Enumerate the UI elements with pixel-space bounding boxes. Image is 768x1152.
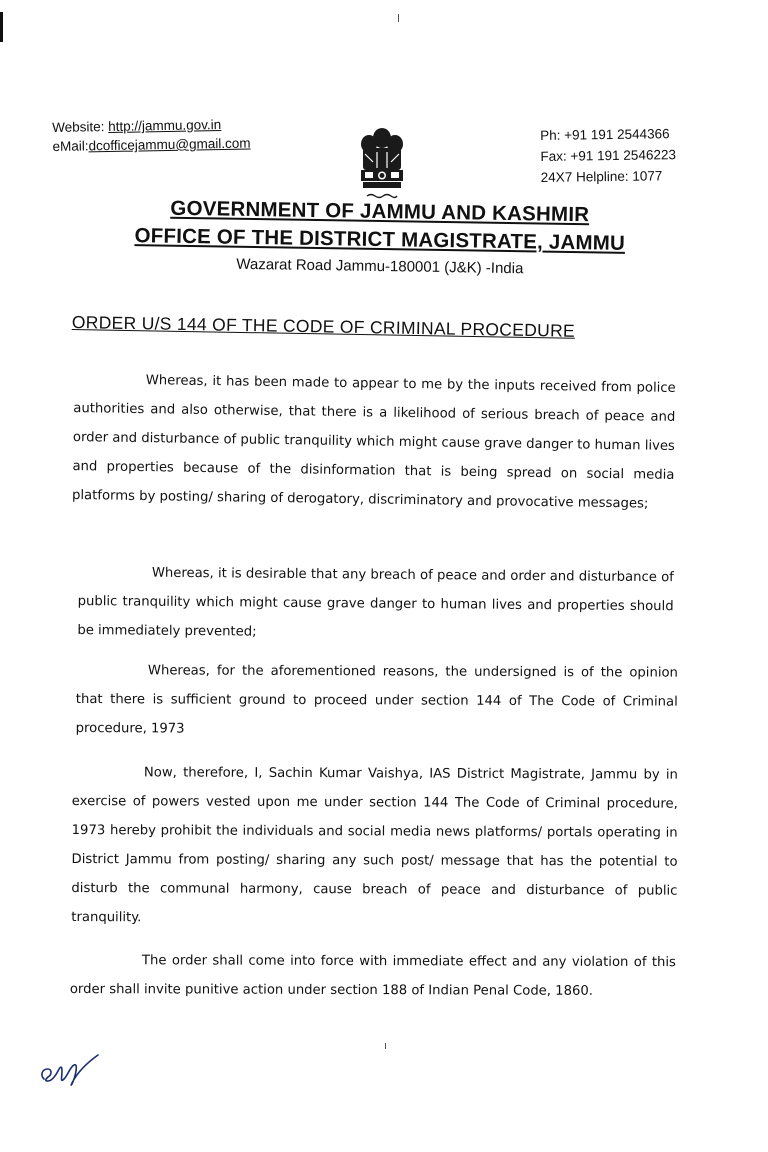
paragraph-text: The order shall come into force with immediate effect and any violation of this order shall invite punitive action under section 188 of Indian Penal Code, 1860.	[69, 953, 676, 999]
order-paragraph	[77, 558, 674, 650]
phone-line: Ph: +91 191 2544366	[540, 126, 670, 143]
order-paragraph	[71, 758, 678, 935]
office-heading: OFFICE OF THE DISTRICT MAGISTRATE, JAMMU	[134, 224, 626, 255]
national-emblem-icon	[353, 124, 411, 208]
order-paragraph	[70, 946, 676, 1006]
office-address: Wazarat Road Jammu-180001 (J&K) -India	[236, 255, 524, 278]
email-line	[52, 134, 250, 156]
scan-edge-mark	[0, 12, 3, 42]
website-label: Website:	[52, 119, 105, 135]
order-paragraph	[76, 656, 678, 746]
paragraph-text: Whereas, it has been made to appear to me by the inputs received from police authorities and also otherwise, that there is a likelihood of serious breach of peace and order and disturbance of public tranquility which might cause grave danger to human lives and properties because of the disinformation that is being spread on social media platforms by posting/ sharing of derogatory, discriminatory and provocative messages;	[71, 373, 676, 512]
website-link[interactable]: http://jammu.gov.in	[108, 117, 222, 135]
email-link[interactable]: dcofficejammu@gmail.com	[88, 135, 251, 154]
contact-block-left	[52, 115, 251, 156]
order-heading: ORDER U/S 144 OF THE CODE OF CRIMINAL PROCEDURE	[71, 312, 576, 341]
paragraph-text: Whereas, it is desirable that any breach of peace and order and disturbance of public tranquility which might cause grave danger to human lives and properties should be immediately prevented;	[77, 565, 674, 640]
contact-block-right	[540, 123, 676, 188]
scan-tick-mark	[398, 14, 399, 22]
helpline-line: 24X7 Helpline: 1077	[540, 168, 663, 185]
fax-line: Fax: +91 191 2546223	[540, 147, 677, 164]
order-paragraph	[72, 365, 676, 519]
scan-tick-mark	[385, 1043, 386, 1049]
email-label: eMail:	[52, 138, 89, 154]
paragraph-text: Now, therefore, I, Sachin Kumar Vaishya, IAS District Magistrate, Jammu by in exercise of powers vested upon me under section 144 The Code of Criminal procedure, 1973 hereby prohibit the individuals and social media news platforms/ portals operating in District Jammu from posting/ sharing any such post/ message that has the potential to disturb the communal harmony, cause breach of peace and disturbance of public tranquility.	[71, 765, 678, 926]
handwritten-signature-icon	[36, 1045, 106, 1091]
government-heading: GOVERNMENT OF JAMMU AND KASHMIR	[170, 196, 590, 227]
paragraph-text: Whereas, for the aforementioned reasons, the undersigned is of the opinion that there is sufficient ground to proceed under section 144 of The Code of Criminal procedure, 1973	[75, 663, 678, 737]
